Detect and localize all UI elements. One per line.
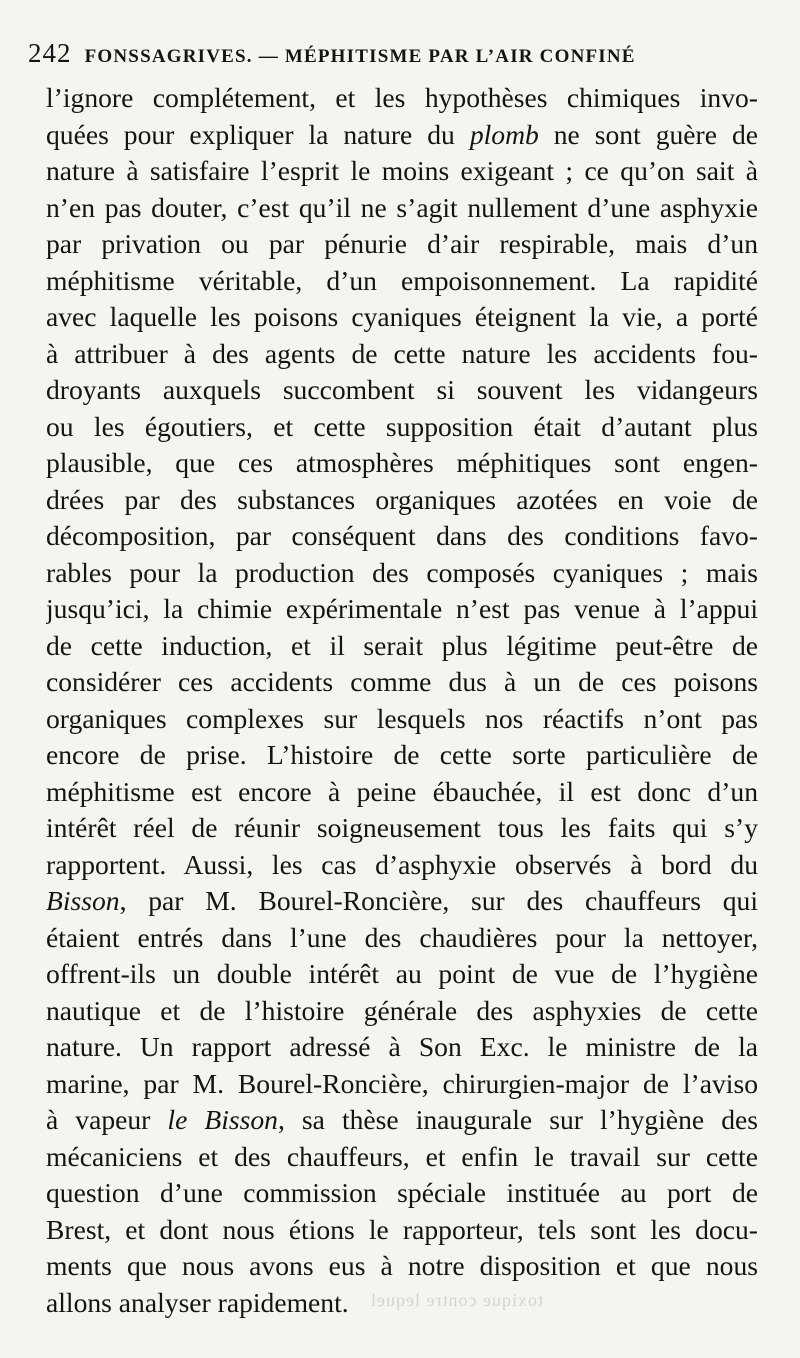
text-segment: de cette induction, et il serait plus légitime peut-être de [46,629,758,661]
text-segment: allons analyser rapidement. [46,1286,349,1318]
text-segment: organiques complexes sur lesquels nos réactifs n’ont pas [46,702,758,734]
text-line [46,372,758,409]
page-header [28,38,768,74]
text-line [46,810,758,847]
text-line [46,1102,758,1139]
text-line [46,1248,758,1285]
text-line [46,1175,758,1212]
text-line [46,409,758,446]
text-segment: offrent-ils un double intérêt au point de vue de l’hygiène [46,958,758,989]
text-line [46,920,758,957]
text-segment: , par M. Bourel-Roncière, sur des chauffeurs qui [119,885,758,916]
text-segment: n’en pas douter, c’est qu’il ne s’agit nullement d’une asphyxie [46,191,758,223]
text-segment: méphitisme véritable, d’un empoisonnement. La rapidité [46,264,758,296]
text-segment: décomposition, par conséquent dans des conditions favo- [46,520,758,551]
page-number: 242 [28,38,72,68]
italic-text: Bisson [46,885,120,916]
text-segment: nature à satisfaire l’esprit le moins exigeant ; ce qu’on sait à [46,155,758,186]
running-head: FONSSAGRIVES. — MÉPHITISME PAR L’AIR CONFINÉ [84,46,636,67]
text-line [46,956,758,993]
text-line [46,263,758,300]
text-line [46,80,758,117]
text-line [46,518,758,555]
text-segment: à vapeur [46,1104,168,1135]
text-segment: marine, par M. Bourel-Roncière, chirurgien-major de l’aviso [46,1067,758,1099]
text-segment: ne sont guère de [538,118,758,150]
text-line [46,847,758,884]
text-line [46,664,758,701]
text-line [46,628,758,665]
show-through-bleed: toxique contre lequel [370,1290,543,1310]
text-segment: considérer ces accidents comme dus à un de ces poisons [46,666,758,697]
text-segment: rapportent. Aussi, les cas d’asphyxie observés à bord du [46,848,758,880]
text-segment: encore de prise. L’histoire de cette sorte particulière de [46,739,758,770]
text-line [46,737,758,774]
text-line [46,701,758,738]
italic-text: le Bisson [167,1104,278,1135]
text-segment: ou les égoutiers, et cette supposition était d’autant plus [46,410,758,442]
text-segment: mécaniciens et des chauffeurs, et enfin le travail sur cette [46,1140,758,1172]
text-line [46,993,758,1030]
text-segment: par privation ou par pénurie d’air respirable, mais d’un [46,228,758,259]
text-segment: méphitisme est encore à peine ébauchée, il est donc d’un [46,775,758,807]
text-line [46,445,758,482]
text-line [46,299,758,336]
text-line [46,226,758,263]
text-segment: quées pour expliquer la nature du [46,118,470,150]
text-segment: drées par des substances organiques azotées en voie de [46,483,758,515]
text-segment: question d’une commission spéciale instituée au port de [46,1177,758,1208]
text-segment: avec laquelle les poisons cyaniques éteignent la vie, a porté [46,301,758,332]
text-line [46,336,758,373]
text-segment: , sa thèse inaugurale sur l’hygiène des [277,1104,758,1135]
text-line [46,153,758,190]
text-line [46,555,758,592]
text-segment: nautique et de l’histoire générale des asphyxies de cette [46,994,758,1026]
text-segment: l’ignore complétement, et les hypothèses chimiques invo- [46,82,758,113]
text-segment: étaient entrés dans l’une des chaudières pour la nettoyer, [46,921,758,953]
italic-text: plomb [469,118,539,150]
text-line [46,190,758,227]
text-line [46,1029,758,1066]
text-segment: Brest, et dont nous étions le rapporteur, tels sont les docu- [46,1213,758,1245]
text-segment: plausible, que ces atmosphères méphitiques sont engen- [46,447,758,478]
text-line [46,482,758,519]
text-segment: jusqu’ici, la chimie expérimentale n’est pas venue à l’appui [46,593,758,624]
text-line [46,117,758,154]
text-segment: intérêt réel de réunir soigneusement tous les faits qui s’y [46,812,758,843]
text-line [46,591,758,628]
text-segment: à attribuer à des agents de cette nature les accidents fou- [46,337,758,369]
text-line [46,1212,758,1249]
text-segment: nature. Un rapport adressé à Son Exc. le ministre de la [46,1031,758,1062]
body-paragraph [46,80,758,1321]
text-line [46,774,758,811]
text-line [46,1066,758,1103]
text-segment: rables pour la production des composés cyaniques ; mais [46,556,758,588]
text-segment: ments que nous avons eus à notre disposition et que nous [46,1250,758,1281]
text-line [46,883,758,920]
text-line [46,1139,758,1176]
text-segment: droyants auxquels succombent si souvent les vidangeurs [46,374,758,405]
